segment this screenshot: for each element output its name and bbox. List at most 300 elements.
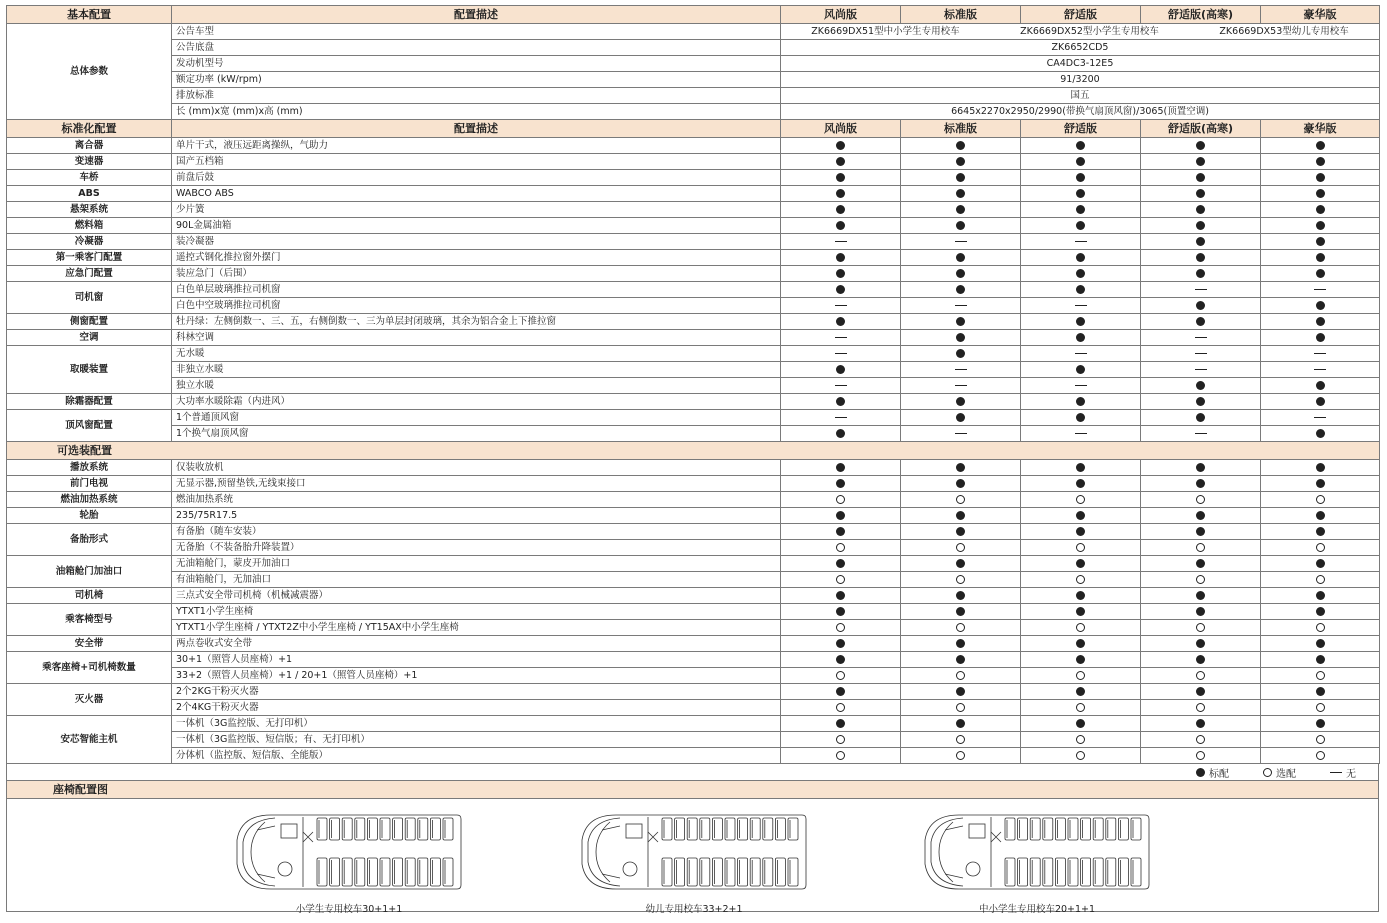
config-cell	[1141, 652, 1261, 668]
standard-mark-icon	[836, 463, 845, 472]
standard-mark-icon	[836, 141, 845, 150]
standard-mark-icon	[1316, 189, 1325, 198]
legend-none-label: 无	[1346, 768, 1356, 780]
table-row	[7, 330, 1380, 346]
table-row	[7, 668, 1380, 684]
config-cell	[901, 154, 1021, 170]
optional-mark-icon	[956, 543, 965, 552]
config-cell	[1021, 362, 1141, 378]
table-row	[7, 588, 1380, 604]
table-row	[7, 234, 1380, 250]
category-label: 油箱舱门加油口	[7, 556, 172, 588]
table-row	[7, 138, 1380, 154]
standard-mark-icon	[1316, 511, 1325, 520]
config-cell	[1141, 346, 1261, 362]
standard-mark-icon	[1076, 365, 1085, 374]
table-row	[7, 748, 1380, 764]
standard-mark-icon	[836, 655, 845, 664]
standard-mark-icon	[1316, 237, 1325, 246]
seat-layout-panel	[6, 799, 1379, 915]
optional-mark-icon	[956, 751, 965, 760]
standard-mark-icon	[1076, 687, 1085, 696]
standard-mark-icon	[1196, 559, 1205, 568]
config-cell	[781, 426, 901, 442]
column-header: 标准版	[901, 120, 1021, 138]
config-cell	[901, 378, 1021, 394]
config-cell	[1021, 524, 1141, 540]
config-description: 一体机（3G监控版、短信版；有、无打印机）	[172, 732, 781, 748]
config-cell	[1261, 378, 1380, 394]
config-cell	[901, 218, 1021, 234]
standard-mark-icon	[1076, 317, 1085, 326]
table-row	[7, 732, 1380, 748]
standard-mark-icon	[836, 173, 845, 182]
table-row	[7, 476, 1380, 492]
config-cell	[901, 186, 1021, 202]
config-cell	[1261, 604, 1380, 620]
table-row	[7, 508, 1380, 524]
seat-layout-title: 座椅配置图	[6, 780, 1379, 799]
param-value: CA4DC3-12E5	[781, 56, 1380, 72]
standard-mark-icon	[956, 221, 965, 230]
config-cell	[1141, 234, 1261, 250]
table-row	[7, 394, 1380, 410]
config-description: 一体机（3G监控版、无打印机）	[172, 716, 781, 732]
table-row	[7, 524, 1380, 540]
standard-mark-icon	[1076, 511, 1085, 520]
config-cell	[1261, 186, 1380, 202]
optional-mark-icon	[836, 751, 845, 760]
none-mark-icon	[1314, 353, 1326, 354]
standard-mark-icon	[956, 157, 965, 166]
param-label: 公告底盘	[172, 40, 781, 56]
standard-mark-icon	[1196, 237, 1205, 246]
config-cell	[901, 234, 1021, 250]
config-description: 2个2KG干粉灭火器	[172, 684, 781, 700]
config-cell	[1021, 250, 1141, 266]
table-row	[7, 104, 1380, 120]
config-cell	[1021, 492, 1141, 508]
optional-mark-icon	[956, 495, 965, 504]
config-description: 30+1（照管人员座椅）+1	[172, 652, 781, 668]
standard-mark-icon	[956, 141, 965, 150]
category-label: 安全带	[7, 636, 172, 652]
standard-mark-icon	[1076, 333, 1085, 342]
optional-mark-icon	[1196, 623, 1205, 632]
config-cell	[1261, 170, 1380, 186]
config-description: YTXT1小学生座椅	[172, 604, 781, 620]
table-row	[7, 378, 1380, 394]
config-cell	[781, 508, 901, 524]
column-header: 风尚版	[781, 6, 901, 24]
none-mark-icon	[1075, 353, 1087, 354]
config-cell	[1141, 700, 1261, 716]
optional-mark-icon	[1316, 575, 1325, 584]
optional-mark-icon	[956, 735, 965, 744]
legend-none	[1330, 765, 1356, 780]
config-cell	[1261, 524, 1380, 540]
config-cell	[1261, 314, 1380, 330]
standard-mark-icon	[956, 639, 965, 648]
optional-mark-icon	[1196, 575, 1205, 584]
category-label: 空调	[7, 330, 172, 346]
config-cell	[781, 716, 901, 732]
category-label: 变速器	[7, 154, 172, 170]
config-cell	[1261, 410, 1380, 426]
none-mark-icon	[1330, 772, 1342, 773]
optional-mark-icon	[1196, 495, 1205, 504]
standard-mark-icon	[836, 189, 845, 198]
config-cell	[1021, 378, 1141, 394]
none-mark-icon	[835, 417, 847, 418]
optional-mark-icon	[956, 575, 965, 584]
standard-mark-icon	[1196, 317, 1205, 326]
standard-mark-icon	[956, 559, 965, 568]
standard-mark-icon	[1076, 591, 1085, 600]
optional-mark-icon	[836, 623, 845, 632]
table-row	[7, 410, 1380, 426]
config-cell	[1021, 234, 1141, 250]
config-cell	[1261, 540, 1380, 556]
optional-mark-icon	[1076, 703, 1085, 712]
config-cell	[781, 476, 901, 492]
config-cell	[781, 234, 901, 250]
config-cell	[781, 186, 901, 202]
standard-mark-icon	[1316, 141, 1325, 150]
standard-mark-icon	[1316, 397, 1325, 406]
table-row	[7, 170, 1380, 186]
config-cell	[1021, 202, 1141, 218]
config-description: 1个换气扇顶风窗	[172, 426, 781, 442]
config-description: YTXT1小学生座椅 / YTXT2Z中小学生座椅 / YT15AX中小学生座椅	[172, 620, 781, 636]
standard-mark-icon	[1316, 479, 1325, 488]
config-cell	[1141, 378, 1261, 394]
category-label: 离合器	[7, 138, 172, 154]
config-cell	[1021, 716, 1141, 732]
config-description: 燃油加热系统	[172, 492, 781, 508]
header-row	[7, 6, 1380, 24]
standard-mark-icon	[1316, 157, 1325, 166]
config-description: 白色中空玻璃推拉司机窗	[172, 298, 781, 314]
column-header: 配置描述	[172, 120, 781, 138]
standard-mark-icon	[1316, 463, 1325, 472]
section-row	[7, 442, 1380, 460]
config-cell	[901, 636, 1021, 652]
config-cell	[1021, 732, 1141, 748]
table-row	[7, 636, 1380, 652]
param-label: 公告车型	[172, 24, 781, 40]
param-label: 长 (mm)x宽 (mm)x高 (mm)	[172, 104, 781, 120]
standard-mark-icon	[956, 413, 965, 422]
category-label: ABS	[7, 186, 172, 202]
optional-mark-icon	[1196, 671, 1205, 680]
category-label: 备胎形式	[7, 524, 172, 556]
config-cell	[1141, 588, 1261, 604]
config-cell	[1261, 154, 1380, 170]
category-label: 总体参数	[7, 24, 172, 120]
table-row	[7, 460, 1380, 476]
standard-mark-icon	[1196, 205, 1205, 214]
config-description: 235/75R17.5	[172, 508, 781, 524]
config-cell	[1021, 540, 1141, 556]
standard-mark-icon	[1196, 768, 1205, 777]
column-header: 配置描述	[172, 6, 781, 24]
bus-floorplan-icon	[580, 812, 808, 892]
standard-mark-icon	[836, 269, 845, 278]
standard-mark-icon	[1196, 413, 1205, 422]
standard-mark-icon	[1316, 607, 1325, 616]
standard-mark-icon	[836, 253, 845, 262]
config-description: 33+2（照管人员座椅）+1 / 20+1（照管人员座椅）+1	[172, 668, 781, 684]
config-cell	[1141, 460, 1261, 476]
none-mark-icon	[1195, 369, 1207, 370]
category-label: 取暖装置	[7, 346, 172, 394]
config-cell	[901, 572, 1021, 588]
category-label: 安芯智能主机	[7, 716, 172, 764]
standard-mark-icon	[1196, 173, 1205, 182]
optional-mark-icon	[956, 703, 965, 712]
config-description: 科林空调	[172, 330, 781, 346]
config-cell	[781, 266, 901, 282]
optional-mark-icon	[1263, 768, 1272, 777]
config-description: 前盘后鼓	[172, 170, 781, 186]
table-row	[7, 250, 1380, 266]
config-cell	[1021, 282, 1141, 298]
config-cell	[1021, 700, 1141, 716]
config-cell	[1021, 572, 1141, 588]
config-cell	[901, 170, 1021, 186]
config-cell	[781, 346, 901, 362]
config-cell	[1141, 524, 1261, 540]
category-label: 前门电视	[7, 476, 172, 492]
param-value: 91/3200	[781, 72, 1380, 88]
none-mark-icon	[1314, 417, 1326, 418]
config-cell	[901, 138, 1021, 154]
column-header: 豪华版	[1261, 120, 1380, 138]
category-label: 播放系统	[7, 460, 172, 476]
config-cell	[781, 410, 901, 426]
standard-mark-icon	[1316, 253, 1325, 262]
config-cell	[1141, 202, 1261, 218]
table-row	[7, 40, 1380, 56]
config-cell	[901, 588, 1021, 604]
config-cell	[1141, 684, 1261, 700]
config-cell	[1141, 250, 1261, 266]
config-cell	[1021, 314, 1141, 330]
config-cell	[901, 476, 1021, 492]
config-cell	[781, 298, 901, 314]
standard-mark-icon	[836, 221, 845, 230]
optional-mark-icon	[836, 543, 845, 552]
none-mark-icon	[955, 369, 967, 370]
bus-layout-3	[923, 812, 1151, 915]
config-cell	[1261, 250, 1380, 266]
table-row	[7, 282, 1380, 298]
config-cell	[1261, 282, 1380, 298]
table-row	[7, 652, 1380, 668]
config-cell	[1261, 652, 1380, 668]
config-cell	[781, 748, 901, 764]
config-cell	[781, 138, 901, 154]
standard-mark-icon	[836, 317, 845, 326]
config-cell	[781, 282, 901, 298]
config-cell	[781, 154, 901, 170]
standard-mark-icon	[1076, 479, 1085, 488]
config-cell	[1261, 492, 1380, 508]
table-row	[7, 426, 1380, 442]
standard-mark-icon	[956, 189, 965, 198]
none-mark-icon	[1075, 385, 1087, 386]
table-row	[7, 56, 1380, 72]
config-cell	[901, 652, 1021, 668]
config-cell	[1141, 668, 1261, 684]
standard-mark-icon	[1196, 591, 1205, 600]
category-label: 轮胎	[7, 508, 172, 524]
config-description: 牡丹绿：左侧倒数一、三、五，右侧倒数一、三为单层封闭玻璃，其余为铝合金上下推拉窗	[172, 314, 781, 330]
config-cell	[781, 460, 901, 476]
config-cell	[1261, 716, 1380, 732]
config-cell	[1261, 748, 1380, 764]
config-cell	[1261, 508, 1380, 524]
config-cell	[1141, 492, 1261, 508]
config-cell	[781, 250, 901, 266]
optional-mark-icon	[1316, 735, 1325, 744]
standard-mark-icon	[1076, 189, 1085, 198]
optional-mark-icon	[1316, 543, 1325, 552]
config-cell	[901, 266, 1021, 282]
bus-floorplan-icon	[235, 812, 463, 892]
category-label: 应急门配置	[7, 266, 172, 282]
config-description: 分体机（监控版、短信版、全能版）	[172, 748, 781, 764]
config-cell	[781, 314, 901, 330]
config-cell	[781, 556, 901, 572]
config-cell	[1021, 508, 1141, 524]
optional-mark-icon	[1316, 751, 1325, 760]
config-cell	[1021, 460, 1141, 476]
config-cell	[1021, 684, 1141, 700]
standard-mark-icon	[956, 591, 965, 600]
config-cell	[1261, 218, 1380, 234]
config-cell	[1021, 266, 1141, 282]
config-cell	[1141, 314, 1261, 330]
config-description: 两点卷收式安全带	[172, 636, 781, 652]
none-mark-icon	[1195, 433, 1207, 434]
category-label: 顶风窗配置	[7, 410, 172, 442]
optional-mark-icon	[1076, 751, 1085, 760]
table-row	[7, 684, 1380, 700]
config-cell	[1261, 668, 1380, 684]
config-cell	[1141, 556, 1261, 572]
table-row	[7, 362, 1380, 378]
standard-mark-icon	[956, 463, 965, 472]
standard-mark-icon	[956, 173, 965, 182]
model-name: ZK6669DX52型小学生专用校车	[1020, 26, 1159, 37]
none-mark-icon	[835, 337, 847, 338]
legend-optional-label: 选配	[1276, 768, 1296, 780]
config-cell	[1141, 394, 1261, 410]
standard-mark-icon	[1076, 607, 1085, 616]
config-cell	[1021, 138, 1141, 154]
config-cell	[781, 330, 901, 346]
config-description: WABCO ABS	[172, 186, 781, 202]
category-label: 灭火器	[7, 684, 172, 716]
optional-mark-icon	[836, 703, 845, 712]
standard-mark-icon	[956, 479, 965, 488]
column-header: 舒适版	[1021, 6, 1141, 24]
config-cell	[1021, 748, 1141, 764]
config-cell	[901, 282, 1021, 298]
standard-mark-icon	[1196, 141, 1205, 150]
config-cell	[781, 668, 901, 684]
config-cell	[1021, 186, 1141, 202]
config-cell	[1261, 346, 1380, 362]
table-row	[7, 346, 1380, 362]
none-mark-icon	[955, 241, 967, 242]
category-label: 悬架系统	[7, 202, 172, 218]
config-cell	[1141, 170, 1261, 186]
config-cell	[1141, 508, 1261, 524]
config-cell	[1261, 476, 1380, 492]
config-cell	[781, 378, 901, 394]
config-cell	[781, 652, 901, 668]
category-label: 乘客座椅+司机椅数量	[7, 652, 172, 684]
standard-mark-icon	[1196, 463, 1205, 472]
config-cell	[1021, 426, 1141, 442]
config-cell	[1141, 410, 1261, 426]
none-mark-icon	[1195, 289, 1207, 290]
config-cell	[1021, 588, 1141, 604]
legend-standard-label: 标配	[1209, 768, 1229, 780]
param-label: 发动机型号	[172, 56, 781, 72]
config-cell	[901, 700, 1021, 716]
standard-mark-icon	[1196, 381, 1205, 390]
config-cell	[901, 668, 1021, 684]
config-cell	[1141, 636, 1261, 652]
standard-mark-icon	[1196, 719, 1205, 728]
config-cell	[1141, 604, 1261, 620]
standard-mark-icon	[1196, 189, 1205, 198]
optional-mark-icon	[1076, 495, 1085, 504]
config-cell	[1261, 556, 1380, 572]
standard-mark-icon	[1076, 397, 1085, 406]
config-description: 独立水暖	[172, 378, 781, 394]
config-cell	[781, 588, 901, 604]
none-mark-icon	[835, 353, 847, 354]
category-label: 除霜器配置	[7, 394, 172, 410]
standard-mark-icon	[956, 655, 965, 664]
config-cell	[1021, 652, 1141, 668]
config-cell	[901, 250, 1021, 266]
standard-mark-icon	[956, 253, 965, 262]
spec-table	[6, 5, 1380, 764]
config-cell	[1261, 732, 1380, 748]
model-name: ZK6669DX53型幼儿专用校车	[1219, 26, 1349, 37]
column-header: 舒适版(高寒)	[1141, 120, 1261, 138]
config-cell	[781, 218, 901, 234]
config-cell	[1141, 154, 1261, 170]
standard-mark-icon	[1076, 527, 1085, 536]
config-cell	[901, 346, 1021, 362]
config-cell	[901, 732, 1021, 748]
category-label: 车桥	[7, 170, 172, 186]
standard-mark-icon	[1076, 141, 1085, 150]
config-cell	[1141, 572, 1261, 588]
standard-mark-icon	[1316, 527, 1325, 536]
standard-mark-icon	[1196, 687, 1205, 696]
config-cell	[1141, 540, 1261, 556]
config-description: 2个4KG干粉灭火器	[172, 700, 781, 716]
category-label: 燃料箱	[7, 218, 172, 234]
